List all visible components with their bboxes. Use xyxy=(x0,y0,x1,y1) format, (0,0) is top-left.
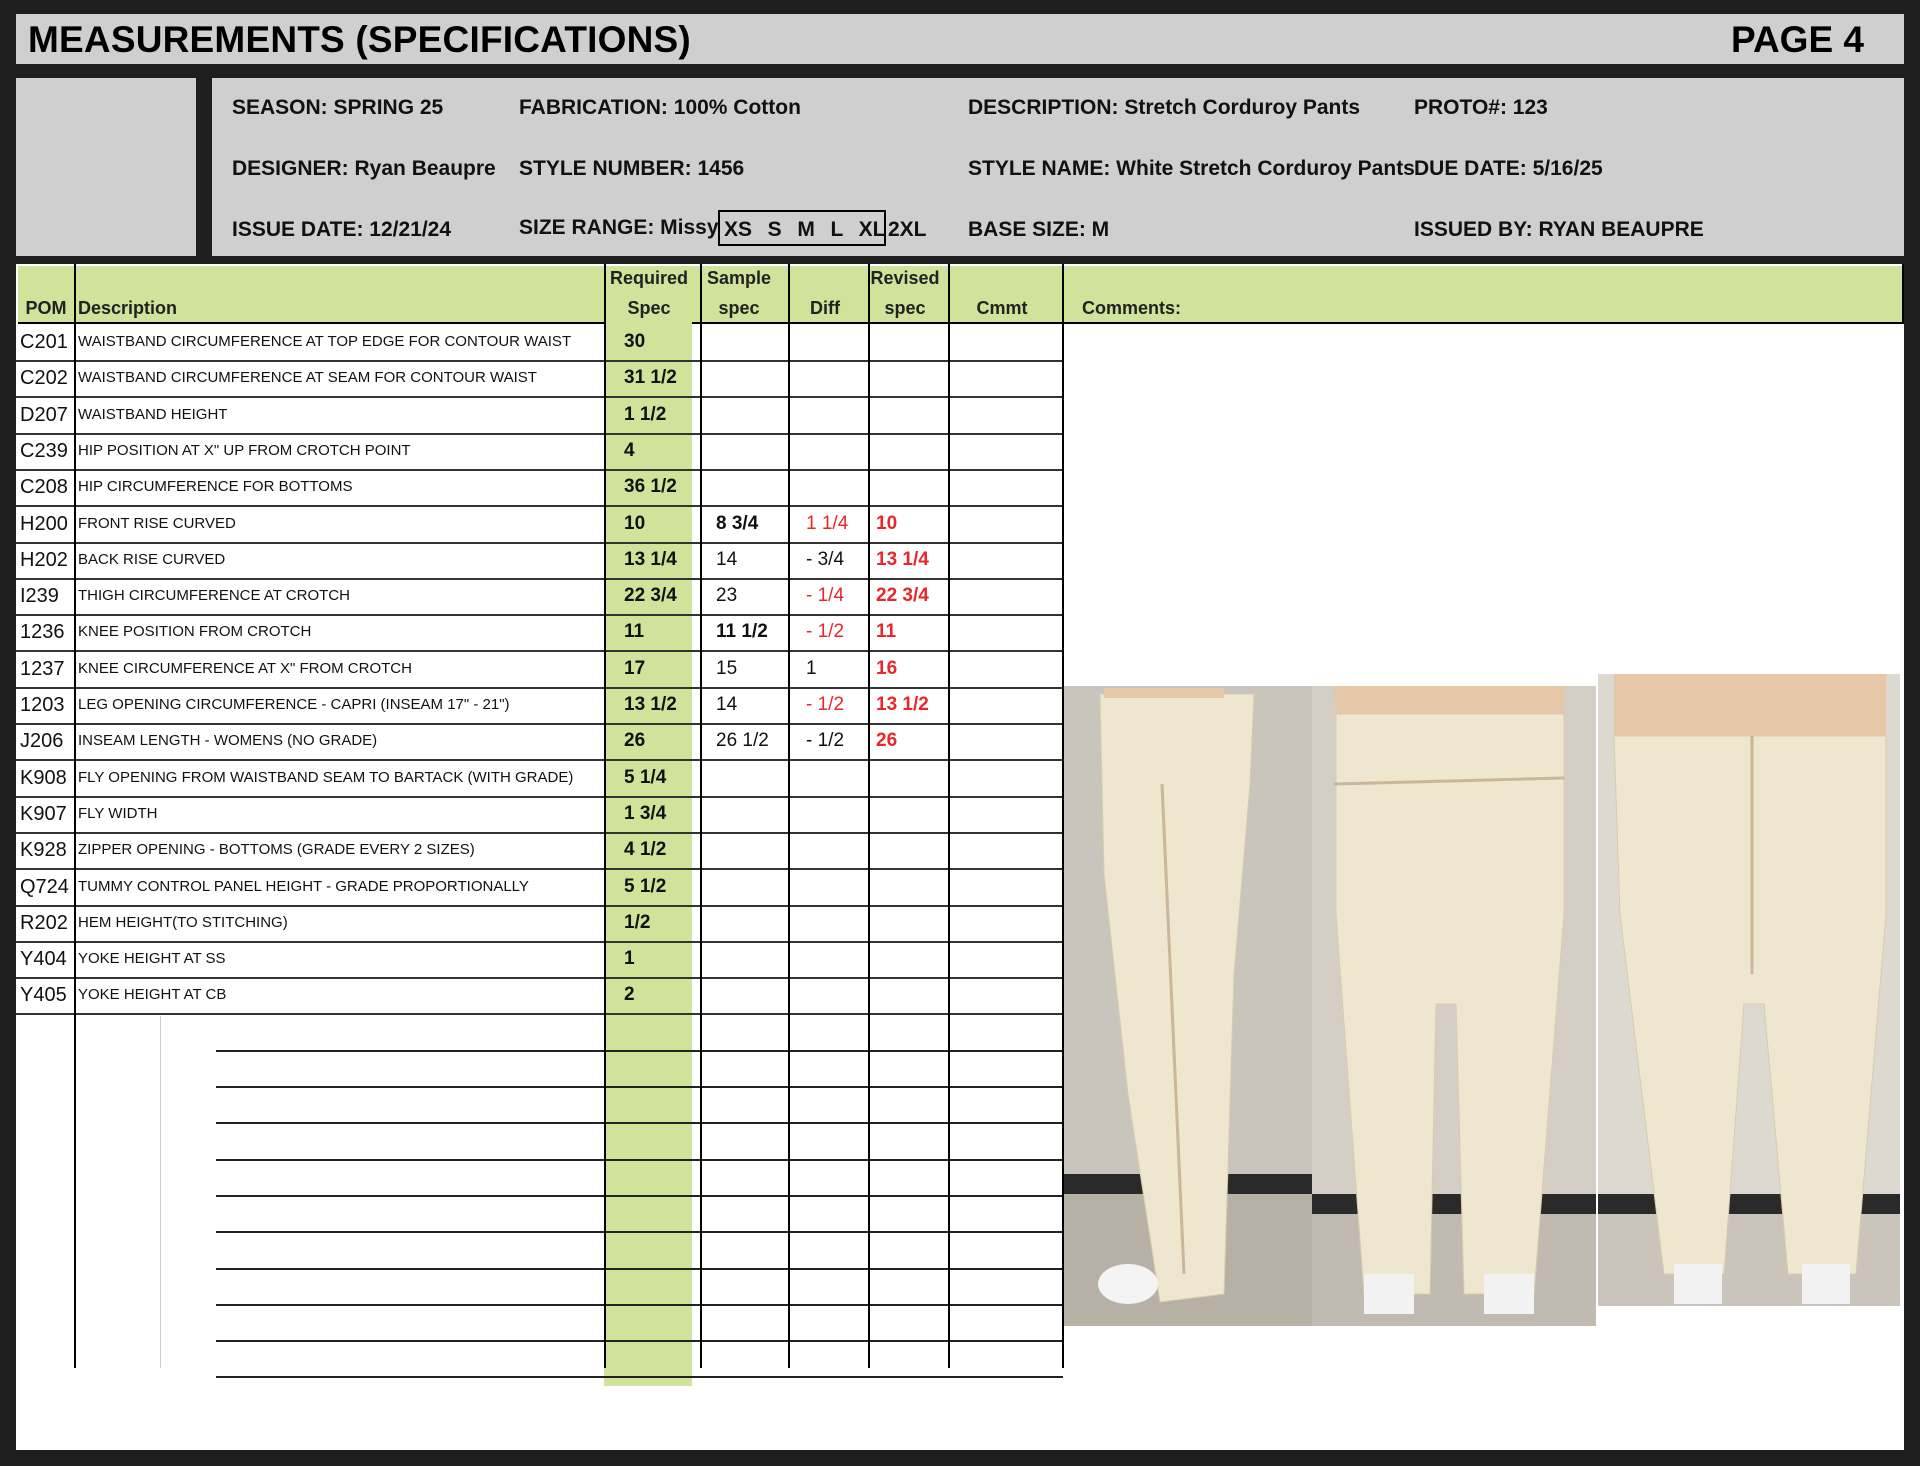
revised-spec-cell: 22 3/4 xyxy=(876,585,929,607)
required-spec-cell: 31 1/2 xyxy=(624,367,677,389)
description-cell: BACK RISE CURVED xyxy=(78,550,226,568)
description-cell: INSEAM LENGTH - WOMENS (NO GRADE) xyxy=(78,732,378,750)
diff-cell xyxy=(806,832,882,868)
pom-cell: C239 xyxy=(20,439,68,462)
pom-cell: 1203 xyxy=(20,694,65,716)
table-row xyxy=(16,614,1063,652)
photo-strip xyxy=(1064,674,1900,1326)
description-cell: THIGH CIRCUMFERENCE AT CROTCH xyxy=(78,587,350,605)
description-cell: TUMMY CONTROL PANEL HEIGHT - GRADE PROPORTIONALLY xyxy=(78,877,529,895)
size-range-label: SIZE RANGE: Missy xyxy=(519,216,719,239)
sample-spec-cell: 8 3/4 xyxy=(716,512,759,534)
required-spec-cell: 4 xyxy=(624,439,635,461)
required-spec-cell: 1 3/4 xyxy=(624,802,667,824)
table-row xyxy=(16,977,1063,1015)
front-sock-right xyxy=(1802,1264,1850,1304)
revised-spec-cell xyxy=(876,324,956,360)
table-row xyxy=(16,469,1063,507)
table-row xyxy=(16,397,1063,435)
side-sock xyxy=(1098,1264,1158,1304)
sample-spec-cell: 14 xyxy=(716,694,738,715)
diff-cell xyxy=(806,397,882,433)
required-spec-cell: 2 xyxy=(624,984,635,1006)
table-row xyxy=(16,324,1063,362)
description-cell: FLY OPENING FROM WAISTBAND SEAM TO BARTACK (WITH GRADE) xyxy=(78,768,574,786)
pom-cell: R202 xyxy=(20,911,68,934)
pom-cell: 1236 xyxy=(20,621,65,644)
back-sock-right xyxy=(1484,1274,1534,1314)
revised-spec-cell: 13 1/2 xyxy=(876,694,929,715)
header-required-1: Required xyxy=(609,268,688,288)
issue-date-field: ISSUE DATE: 12/21/24 xyxy=(232,218,452,241)
header-comments: Comments: xyxy=(1082,298,1182,318)
description-cell: YOKE HEIGHT AT CB xyxy=(78,986,227,1004)
diff-cell: 1 1/4 xyxy=(806,512,849,534)
back-sock-left xyxy=(1364,1274,1414,1314)
pom-cell: C208 xyxy=(20,476,68,499)
sample-spec-cell: 26 1/2 xyxy=(716,730,769,752)
required-spec-cell: 13 1/2 xyxy=(624,694,677,715)
required-spec-cell: 1/2 xyxy=(624,911,651,933)
pom-cell: J206 xyxy=(20,730,64,753)
diff-cell: 1 xyxy=(806,657,817,679)
diff-cell: - 1/2 xyxy=(806,730,845,752)
description-cell: HIP POSITION AT X" UP FROM CROTCH POINT xyxy=(78,441,411,459)
pom-cell: I239 xyxy=(20,585,59,608)
sample-spec-cell: 11 1/2 xyxy=(716,621,768,643)
empty-row xyxy=(216,1232,1063,1270)
description-cell: ZIPPER OPENING - BOTTOMS (GRADE EVERY 2 SIZES) xyxy=(78,841,475,859)
revised-spec-cell: 26 xyxy=(876,730,898,752)
photo-back-floor xyxy=(1312,1214,1596,1326)
table-row xyxy=(16,869,1063,907)
revised-spec-cell: 10 xyxy=(876,512,898,534)
divider xyxy=(160,1016,161,1368)
empty-row xyxy=(216,1159,1063,1197)
revised-spec-cell xyxy=(876,977,956,1013)
style-name-field: STYLE NAME: White Stretch Corduroy Pants xyxy=(968,157,1415,180)
header-diff: Diff xyxy=(810,298,840,318)
revised-spec-cell xyxy=(876,796,956,832)
required-spec-cell: 4 1/2 xyxy=(624,839,667,861)
header-sample-1: Sample xyxy=(706,268,772,288)
season-field: SEASON: SPRING 25 xyxy=(232,96,444,119)
divider xyxy=(604,264,606,1368)
empty-row xyxy=(216,1304,1063,1342)
empty-row xyxy=(216,1086,1063,1124)
pom-cell: 1237 xyxy=(20,657,65,680)
empty-row xyxy=(216,1014,1063,1052)
required-spec-cell: 36 1/2 xyxy=(624,476,677,498)
description-cell: HIP CIRCUMFERENCE FOR BOTTOMS xyxy=(78,478,353,496)
diff-cell xyxy=(806,469,882,505)
revised-spec-cell xyxy=(876,760,956,796)
required-spec-cell: 1 xyxy=(624,948,635,970)
pom-cell: Y405 xyxy=(20,984,67,1007)
issued-by-field: ISSUED BY: RYAN BEAUPRE xyxy=(1414,218,1704,241)
header-description: Description xyxy=(78,298,178,318)
revised-spec-cell: 16 xyxy=(876,657,898,679)
pom-cell: K928 xyxy=(20,839,67,862)
divider xyxy=(868,264,870,1368)
header-sample-2: spec xyxy=(718,298,760,318)
empty-row xyxy=(216,1268,1063,1306)
divider xyxy=(700,264,702,1368)
required-spec-cell: 13 1/4 xyxy=(624,548,677,570)
back-skin xyxy=(1334,686,1564,714)
required-spec-cell: 5 1/4 xyxy=(624,766,667,788)
revised-spec-cell: 11 xyxy=(876,621,897,643)
divider xyxy=(1902,264,1904,324)
side-skin xyxy=(1104,688,1224,698)
diff-cell xyxy=(806,360,882,396)
required-spec-cell: 10 xyxy=(624,512,646,534)
diff-cell xyxy=(806,869,882,905)
required-spec-cell: 30 xyxy=(624,331,646,352)
revised-spec-cell xyxy=(876,832,956,868)
fabrication-field: FABRICATION: 100% Cotton xyxy=(519,96,801,119)
description-cell: HEM HEIGHT(TO STITCHING) xyxy=(78,913,288,931)
revised-spec-cell xyxy=(876,397,956,433)
table-row xyxy=(16,796,1063,834)
diff-cell xyxy=(806,796,882,832)
table-row xyxy=(16,433,1063,471)
description-cell: LEG OPENING CIRCUMFERENCE - CAPRI (INSEAM 17" - 21") xyxy=(78,696,510,713)
diff-cell: - 1/2 xyxy=(806,621,845,643)
pom-cell: K907 xyxy=(20,802,67,825)
revised-spec-cell xyxy=(876,433,956,469)
divider xyxy=(948,264,950,1368)
revised-spec-cell: 13 1/4 xyxy=(876,548,929,570)
table-row xyxy=(16,723,1063,761)
description-cell: FLY WIDTH xyxy=(78,804,158,822)
table-row xyxy=(16,578,1063,616)
description-cell: YOKE HEIGHT AT SS xyxy=(78,950,226,968)
diff-cell xyxy=(806,941,882,977)
pom-cell: D207 xyxy=(20,403,68,426)
revised-spec-cell xyxy=(876,905,956,941)
header-pom: POM xyxy=(25,298,67,318)
size-range-extra: 2XL xyxy=(888,218,927,241)
page-title: MEASUREMENTS (SPECIFICATIONS) xyxy=(28,19,691,60)
revised-spec-cell xyxy=(876,869,956,905)
measurement-sheet xyxy=(16,264,1904,1450)
description-cell: KNEE CIRCUMFERENCE AT X" FROM CROTCH xyxy=(78,659,412,677)
pom-cell: Q724 xyxy=(20,875,69,898)
required-spec-cell: 1 1/2 xyxy=(624,403,667,425)
empty-row xyxy=(216,1123,1063,1161)
required-spec-cell: 22 3/4 xyxy=(624,585,677,607)
pom-cell: H202 xyxy=(20,548,68,571)
diff-cell: - 1/2 xyxy=(806,694,845,715)
table-row xyxy=(16,832,1063,870)
description-cell: WAISTBAND CIRCUMFERENCE AT TOP EDGE FOR CONTOUR WAIST xyxy=(78,333,572,350)
divider xyxy=(788,264,790,1368)
empty-row xyxy=(216,1195,1063,1233)
pom-cell: C201 xyxy=(20,331,68,353)
revised-spec-cell xyxy=(876,360,956,396)
table-row xyxy=(16,360,1063,398)
due-date-field: DUE DATE: 5/16/25 xyxy=(1414,157,1603,180)
required-spec-cell: 17 xyxy=(624,657,646,679)
front-skin xyxy=(1614,674,1886,736)
description-cell: FRONT RISE CURVED xyxy=(78,514,236,532)
table-row xyxy=(16,651,1063,689)
diff-cell xyxy=(806,760,882,796)
diff-cell xyxy=(806,977,882,1013)
sample-spec-cell: 14 xyxy=(716,548,738,570)
sample-spec-cell: 23 xyxy=(716,585,738,607)
description-cell: WAISTBAND HEIGHT xyxy=(78,405,228,423)
empty-row xyxy=(216,1050,1063,1088)
revised-spec-cell xyxy=(876,941,956,977)
diff-cell: - 3/4 xyxy=(806,548,845,570)
fit-photos xyxy=(1064,674,1900,1326)
size-range-sizes: XS S M L XL xyxy=(724,218,886,241)
table-row xyxy=(16,905,1063,943)
revised-spec-cell xyxy=(876,469,956,505)
designer-field: DESIGNER: Ryan Beaupre xyxy=(232,157,496,180)
pom-cell: H200 xyxy=(20,512,68,535)
diff-cell xyxy=(806,433,882,469)
title-bar xyxy=(16,14,1904,64)
style-number-field: STYLE NUMBER: 1456 xyxy=(519,157,745,180)
empty-row xyxy=(216,1340,1063,1378)
table-row xyxy=(16,542,1063,580)
info-panel xyxy=(212,78,1904,256)
diff-cell xyxy=(806,324,882,360)
base-size-field: BASE SIZE: M xyxy=(968,218,1110,241)
header-required-2: Spec xyxy=(627,298,671,318)
proto-field: PROTO#: 123 xyxy=(1414,96,1548,119)
required-spec-cell: 11 xyxy=(624,621,645,643)
required-spec-cell: 26 xyxy=(624,730,646,752)
table-row xyxy=(16,687,1063,725)
pom-cell: C202 xyxy=(20,367,68,390)
diff-cell: - 1/4 xyxy=(806,585,845,607)
divider xyxy=(74,264,76,1368)
sample-spec-cell: 15 xyxy=(716,657,738,679)
pom-cell: K908 xyxy=(20,766,67,789)
logo-placeholder xyxy=(16,78,196,256)
header-revised-2: spec xyxy=(884,298,926,318)
description-cell: KNEE POSITION FROM CROTCH xyxy=(78,623,312,641)
pom-cell: Y404 xyxy=(20,948,67,971)
diff-cell xyxy=(806,905,882,941)
page-number: PAGE 4 xyxy=(1731,19,1864,60)
header-revised-1: Revised xyxy=(870,268,940,288)
front-sock-left xyxy=(1674,1264,1722,1304)
table-row xyxy=(16,506,1063,544)
table-row xyxy=(16,760,1063,798)
table-row xyxy=(16,941,1063,979)
photo-back-baseboard xyxy=(1312,1194,1596,1214)
description-cell: WAISTBAND CIRCUMFERENCE AT SEAM FOR CONTOUR WAIST xyxy=(78,369,537,387)
description-field: DESCRIPTION: Stretch Corduroy Pants xyxy=(968,96,1361,119)
header-cmmt: Cmmt xyxy=(976,298,1028,318)
required-spec-cell: 5 1/2 xyxy=(624,875,667,897)
